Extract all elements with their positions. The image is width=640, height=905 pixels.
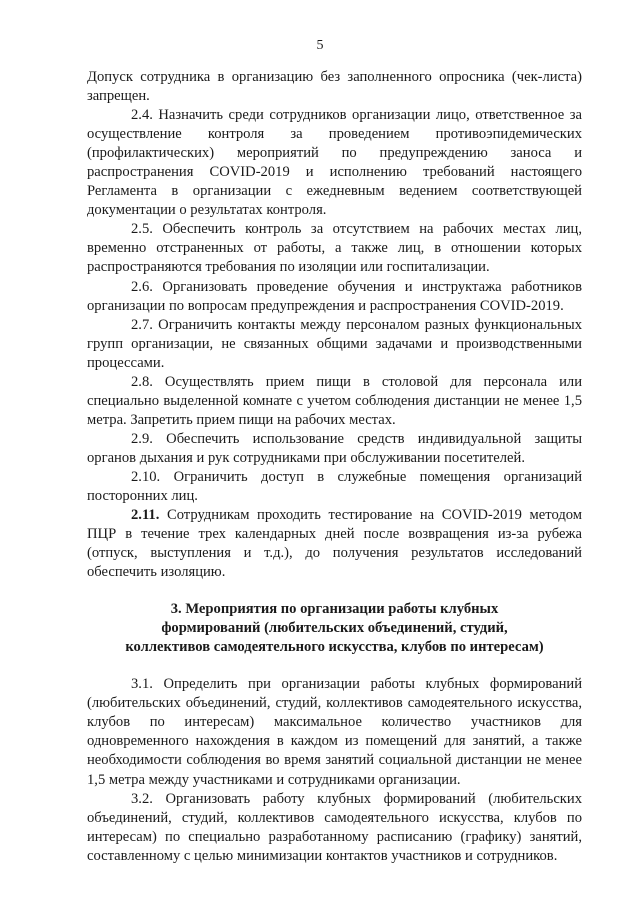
paragraph-number: 2.10.: [131, 468, 161, 485]
paragraph-number: 3.1.: [131, 676, 153, 693]
paragraph-text: Ограничить доступ в служебные помещения организаций посторонних лиц.: [87, 468, 583, 505]
paragraph-2-9: [87, 430, 582, 468]
page-number: 5: [316, 38, 324, 53]
paragraph-2-6: [87, 278, 582, 316]
paragraph-text: Определить при организации работы клубных формирований (любительских объединений, студий, коллективов самодеятельного искусства, клубов по интересам) максимальное количество участников для одновременного нахождения в каждом из помещений для занятий, а также необходимости соблюдения во время занятий социальной дистанции не менее 1,5 метра между участниками и сотрудниками организации.: [87, 676, 582, 788]
paragraph-text: Обеспечить контроль за отсутствием на рабочих местах лиц, временно отстраненных от работы, а также лиц, в отношении которых распространяются требования по изоляции или госпитализации.: [87, 221, 582, 276]
heading-line: коллективов самодеятельного искусства, клубов по интересам): [125, 639, 544, 656]
heading-line: формирований (любительских объединений, студий,: [161, 620, 508, 637]
paragraph-2-8: [87, 373, 582, 430]
paragraph-3-1: [87, 675, 582, 789]
document-body: [87, 68, 582, 866]
paragraph-2-7: [87, 316, 582, 373]
paragraph-text: Организовать работу клубных формирований (любительских объединений, студий, коллективов самодеятельного искусства, клубов по интересам) по специально разработанному расписанию (графику) занятий, составленному с целью минимизации контактов участников и сотрудников.: [87, 790, 582, 864]
paragraph-number: 2.11.: [131, 507, 160, 524]
paragraph-text: Обеспечить использование средств индивидуальной защиты органов дыхания и рук сотрудниками при обслуживании посетителей.: [87, 430, 582, 466]
paragraph-text: Организовать проведение обучения и инструктажа работников организации по вопросам предупреждения и распространения COVID-2019.: [87, 278, 582, 314]
section-3-heading: [87, 600, 582, 657]
paragraph-text: Ограничить контакты между персоналом разных функциональных групп организации, не связанных общими задачами и производственными процессами.: [87, 316, 582, 371]
paragraph-2-5: [87, 220, 582, 277]
paragraph-number: 3.2.: [131, 790, 153, 807]
paragraph-text: Назначить среди сотрудников организации лицо, ответственное за осуществление контроля за проведением противоэпидемических (профилактических) мероприятий по предупреждению заноса и распространения COVID-2019 и исполнению требований настоящего Регламента в организации с ежедневным ведением соответствующей документации о результатах контроля.: [87, 107, 582, 219]
paragraph-text: Сотрудникам проходить тестирование на COVID-2019 методом ПЦР в течение трех календарных дней после возвращения из-за рубежа (отпуск, выступления и т.д.), до получения результатов исследований обеспечить изоляцию.: [87, 507, 582, 581]
paragraph-2-11: [87, 506, 582, 582]
paragraph-3-2: [87, 790, 582, 866]
paragraph-number: 2.5.: [131, 221, 153, 238]
paragraph-number: 2.8.: [131, 373, 153, 390]
paragraph-number: 2.4.: [131, 107, 153, 124]
intro-paragraph: Допуск сотрудника в организацию без заполненного опросника (чек-листа) запрещен.: [87, 69, 582, 105]
heading-line: 3. Мероприятия по организации работы клубных: [170, 601, 499, 618]
paragraph-number: 2.6.: [131, 278, 153, 295]
paragraph-2-4: [87, 106, 582, 220]
paragraph-number: 2.9.: [131, 430, 153, 447]
paragraph-number: 2.7.: [131, 316, 153, 333]
paragraph-text: Осуществлять прием пищи в столовой для персонала или специально выделенной комнате с учетом соблюдения дистанции не менее 1,5 метра. Запретить прием пищи на рабочих местах.: [87, 373, 583, 428]
paragraph-2-10: [87, 468, 582, 506]
